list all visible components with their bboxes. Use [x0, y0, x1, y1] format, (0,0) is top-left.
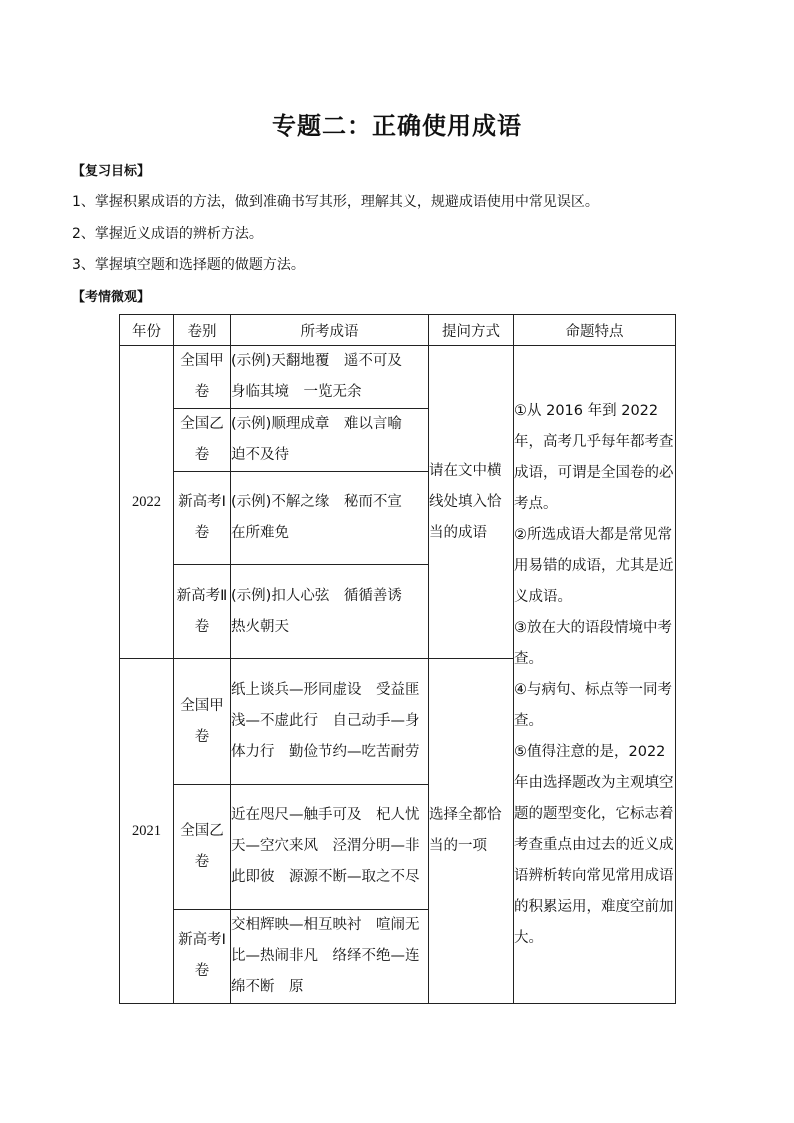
- idioms-cell: (示例)不解之缘 秘而不宣 在所难免: [231, 472, 429, 565]
- idioms-cell: 纸上谈兵—形同虚设 受益匪浅—不虚此行 自己动手—身体力行 勤俭节约—吃苦耐劳: [231, 659, 429, 784]
- feature-item: ④与病句、标点等一同考查。: [514, 681, 672, 729]
- paper-cell: 全国甲卷: [174, 659, 231, 784]
- exam-overview-table: [119, 314, 676, 1004]
- features-cell: [514, 346, 676, 1004]
- paper-cell: 新高考Ⅰ卷: [174, 909, 231, 1003]
- review-goal-item: 3、掌握填空题和选择题的做题方法。: [72, 257, 305, 273]
- paper-cell: 全国甲卷: [174, 346, 231, 409]
- feature-item: ③放在大的语段情境中考查。: [514, 619, 672, 667]
- review-goals-heading: 【复习目标】: [72, 164, 151, 179]
- idioms-cell: (示例)扣人心弦 循循善诱 热火朝天: [231, 565, 429, 659]
- exam-overview-heading: 【考情微观】: [72, 290, 151, 305]
- year-cell-2021: 2021: [120, 659, 174, 1004]
- feature-item: ⑤值得注意的是，2022年由选择题改为主观填空题的题型变化，它标志着考查重点由过去的近义成语辨析转向常见常用成语的积累运用，难度空前加大。: [514, 743, 674, 946]
- idioms-cell: 近在咫尺—触手可及 杞人忧天—空穴来风 泾渭分明—非此即彼 源源不断—取之不尽: [231, 784, 429, 909]
- feature-item: ②所选成语大都是常见常用易错的成语，尤其是近义成语。: [514, 526, 674, 605]
- idioms-cell: (示例)天翻地覆 遥不可及 身临其境 一览无余: [231, 346, 429, 409]
- table-row: [120, 346, 676, 409]
- paper-cell: 全国乙卷: [174, 409, 231, 472]
- table-header-row: [120, 315, 676, 346]
- header-paper: 卷别: [174, 315, 231, 346]
- idioms-cell: 交相辉映—相互映衬 喧闹无比—热闹非凡 络绎不绝—连绵不断 原: [231, 909, 429, 1003]
- header-year: 年份: [120, 315, 174, 346]
- paper-cell: 新高考Ⅰ卷: [174, 472, 231, 565]
- page-title: 专题二：正确使用成语: [272, 112, 522, 140]
- review-goal-item: 1、掌握积累成语的方法，做到准确书写其形，理解其义，规避成语使用中常见误区。: [72, 194, 599, 210]
- paper-cell: 全国乙卷: [174, 784, 231, 909]
- idioms-cell: (示例)顺理成章 难以言喻 迫不及待: [231, 409, 429, 472]
- header-question: 提问方式: [429, 315, 514, 346]
- feature-item: ①从 2016 年到 2022 年，高考几乎每年都考查成语，可谓是全国卷的必考点。: [514, 402, 674, 512]
- paper-cell: 新高考Ⅱ卷: [174, 565, 231, 659]
- header-idioms: 所考成语: [231, 315, 429, 346]
- header-features: 命题特点: [514, 315, 676, 346]
- review-goal-item: 2、掌握近义成语的辨析方法。: [72, 226, 263, 242]
- question-cell-2021: 选择全都恰当的一项: [429, 659, 514, 1004]
- year-cell-2022: 2022: [120, 346, 174, 659]
- question-cell-2022: 请在文中横线处填入恰当的成语: [429, 346, 514, 659]
